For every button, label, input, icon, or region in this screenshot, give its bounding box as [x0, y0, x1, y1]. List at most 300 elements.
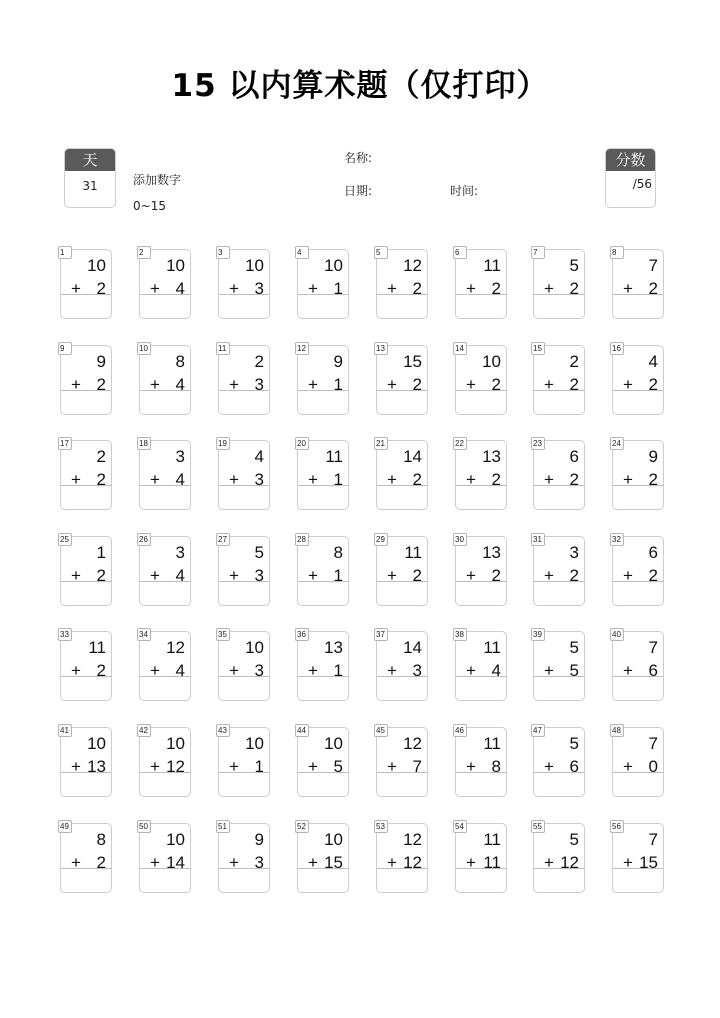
problem-card — [60, 536, 112, 606]
second-operand: 2 — [648, 375, 658, 394]
answer-line — [140, 390, 190, 391]
problem-number: 6 — [453, 246, 467, 259]
first-operand: 1 — [96, 543, 106, 562]
first-operand: 11 — [483, 830, 501, 849]
second-operand: 1 — [333, 661, 343, 680]
second-operand: 1 — [333, 375, 343, 394]
problem-number: 55 — [531, 820, 545, 833]
problem-card — [533, 727, 585, 797]
answer-line — [219, 390, 269, 391]
operator: + — [229, 853, 239, 872]
score-value: /56 — [632, 177, 652, 191]
first-operand: 11 — [88, 638, 106, 657]
second-operand: 2 — [569, 279, 579, 298]
problem-number: 5 — [374, 246, 388, 259]
first-operand: 14 — [403, 447, 422, 466]
problem-card — [612, 440, 664, 510]
second-operand: 12 — [166, 757, 185, 776]
operator: + — [150, 757, 160, 776]
problem-card — [376, 249, 428, 319]
problem-card — [139, 823, 191, 893]
answer-line — [61, 868, 111, 869]
operator: + — [623, 853, 633, 872]
second-operand: 1 — [333, 566, 343, 585]
first-operand: 5 — [569, 638, 579, 657]
operator: + — [71, 853, 81, 872]
answer-line — [456, 294, 506, 295]
second-operand: 4 — [175, 470, 185, 489]
first-operand: 3 — [569, 543, 579, 562]
operator: + — [623, 566, 633, 585]
operator: + — [71, 279, 81, 298]
problem-number: 48 — [610, 724, 624, 737]
answer-line — [61, 676, 111, 677]
second-operand: 0 — [648, 757, 658, 776]
problem-number: 36 — [295, 628, 309, 641]
second-operand: 2 — [412, 566, 422, 585]
first-operand: 9 — [648, 447, 658, 466]
problem-number: 16 — [610, 342, 624, 355]
operator: + — [150, 661, 160, 680]
operator: + — [466, 470, 476, 489]
problem-number: 15 — [531, 342, 545, 355]
problem-card — [533, 631, 585, 701]
operator: + — [466, 853, 476, 872]
answer-line — [219, 868, 269, 869]
operator: + — [387, 566, 397, 585]
first-operand: 10 — [245, 256, 264, 275]
problem-number: 44 — [295, 724, 309, 737]
second-operand: 12 — [403, 853, 422, 872]
page-title: 15 以内算术题（仅打印） — [171, 68, 549, 104]
problem-number: 19 — [216, 437, 230, 450]
first-operand: 12 — [403, 256, 422, 275]
problem-card — [218, 727, 270, 797]
first-operand: 13 — [482, 543, 501, 562]
answer-line — [613, 485, 663, 486]
problem-card — [455, 536, 507, 606]
operator: + — [71, 661, 81, 680]
first-operand: 7 — [648, 830, 658, 849]
problem-number: 11 — [216, 342, 230, 355]
operator: + — [308, 853, 318, 872]
second-operand: 3 — [254, 853, 264, 872]
problem-number: 22 — [453, 437, 467, 450]
second-operand: 3 — [254, 375, 264, 394]
problem-number: 10 — [137, 342, 151, 355]
problem-card — [455, 631, 507, 701]
problem-number: 30 — [453, 533, 467, 546]
problem-card — [376, 536, 428, 606]
problem-card — [533, 823, 585, 893]
answer-line — [456, 390, 506, 391]
answer-line — [61, 485, 111, 486]
second-operand: 2 — [569, 375, 579, 394]
operator: + — [544, 853, 554, 872]
second-operand: 14 — [166, 853, 185, 872]
operator: + — [308, 279, 318, 298]
problem-card — [60, 440, 112, 510]
first-operand: 11 — [404, 543, 422, 562]
first-operand: 2 — [254, 352, 264, 371]
second-operand: 3 — [254, 279, 264, 298]
answer-line — [377, 868, 427, 869]
second-operand: 1 — [254, 757, 264, 776]
operator: + — [466, 661, 476, 680]
problem-number: 24 — [610, 437, 624, 450]
name-field-label: 名称: — [344, 151, 373, 165]
problem-card — [297, 631, 349, 701]
answer-line — [613, 868, 663, 869]
problem-number: 4 — [295, 246, 309, 259]
operator: + — [387, 375, 397, 394]
problem-number: 8 — [610, 246, 624, 259]
second-operand: 1 — [333, 279, 343, 298]
first-operand: 10 — [87, 734, 106, 753]
problem-number: 56 — [610, 820, 624, 833]
first-operand: 5 — [569, 734, 579, 753]
problem-card — [455, 249, 507, 319]
problem-number: 13 — [374, 342, 388, 355]
operator: + — [544, 375, 554, 394]
answer-line — [140, 868, 190, 869]
score-badge — [605, 148, 656, 208]
problem-number: 23 — [531, 437, 545, 450]
answer-line — [377, 772, 427, 773]
operator: + — [229, 375, 239, 394]
problem-card — [455, 823, 507, 893]
second-operand: 2 — [648, 566, 658, 585]
problem-number: 12 — [295, 342, 309, 355]
problem-card — [60, 823, 112, 893]
second-operand: 6 — [648, 661, 658, 680]
problem-number: 29 — [374, 533, 388, 546]
answer-line — [534, 676, 584, 677]
operator: + — [229, 279, 239, 298]
problem-number: 43 — [216, 724, 230, 737]
problem-card — [60, 249, 112, 319]
problem-number: 2 — [137, 246, 151, 259]
answer-line — [377, 294, 427, 295]
operator: + — [387, 757, 397, 776]
problem-number: 14 — [453, 342, 467, 355]
operator: + — [150, 566, 160, 585]
second-operand: 3 — [254, 661, 264, 680]
answer-line — [377, 581, 427, 582]
second-operand: 13 — [87, 757, 106, 776]
answer-line — [140, 485, 190, 486]
answer-line — [298, 868, 348, 869]
second-operand: 2 — [412, 279, 422, 298]
problem-card — [612, 823, 664, 893]
answer-line — [534, 294, 584, 295]
problem-card — [376, 823, 428, 893]
first-operand: 10 — [324, 734, 343, 753]
answer-line — [140, 581, 190, 582]
problem-card — [612, 631, 664, 701]
operator: + — [229, 757, 239, 776]
problem-card — [533, 249, 585, 319]
first-operand: 9 — [96, 352, 106, 371]
second-operand: 2 — [96, 566, 106, 585]
second-operand: 4 — [175, 279, 185, 298]
answer-line — [140, 294, 190, 295]
problem-card — [60, 727, 112, 797]
answer-line — [534, 485, 584, 486]
day-badge — [64, 148, 116, 208]
first-operand: 10 — [324, 256, 343, 275]
problem-number: 25 — [58, 533, 72, 546]
problem-number: 9 — [58, 342, 72, 355]
second-operand: 6 — [569, 757, 579, 776]
first-operand: 10 — [245, 734, 264, 753]
problem-card — [297, 536, 349, 606]
second-operand: 2 — [491, 279, 501, 298]
answer-line — [219, 772, 269, 773]
answer-line — [298, 772, 348, 773]
time-field-label: 时间: — [450, 184, 479, 198]
second-operand: 2 — [96, 470, 106, 489]
second-operand: 2 — [96, 661, 106, 680]
first-operand: 10 — [166, 256, 185, 275]
problem-number: 32 — [610, 533, 624, 546]
answer-line — [456, 485, 506, 486]
problem-card — [218, 536, 270, 606]
first-operand: 6 — [569, 447, 579, 466]
problem-number: 41 — [58, 724, 72, 737]
second-operand: 12 — [560, 853, 579, 872]
problem-number: 34 — [137, 628, 151, 641]
first-operand: 5 — [254, 543, 264, 562]
second-operand: 2 — [648, 279, 658, 298]
operator: + — [308, 757, 318, 776]
operator: + — [387, 470, 397, 489]
operator: + — [229, 566, 239, 585]
problem-number: 20 — [295, 437, 309, 450]
operator: + — [466, 757, 476, 776]
first-operand: 13 — [324, 638, 343, 657]
operator: + — [623, 470, 633, 489]
first-operand: 11 — [483, 256, 501, 275]
operator: + — [387, 279, 397, 298]
problem-card — [612, 345, 664, 415]
problem-number: 50 — [137, 820, 151, 833]
operator: + — [623, 757, 633, 776]
problem-card — [139, 631, 191, 701]
first-operand: 8 — [333, 543, 343, 562]
operator: + — [623, 279, 633, 298]
answer-line — [456, 676, 506, 677]
second-operand: 15 — [639, 853, 658, 872]
problem-number: 46 — [453, 724, 467, 737]
operator: + — [308, 470, 318, 489]
operator: + — [71, 375, 81, 394]
problem-card — [612, 249, 664, 319]
problem-number: 28 — [295, 533, 309, 546]
problem-card — [455, 345, 507, 415]
answer-line — [534, 581, 584, 582]
first-operand: 2 — [569, 352, 579, 371]
answer-line — [377, 676, 427, 677]
operator: + — [544, 279, 554, 298]
second-operand: 4 — [175, 375, 185, 394]
problem-card — [297, 440, 349, 510]
second-operand: 1 — [333, 470, 343, 489]
operator: + — [308, 661, 318, 680]
answer-line — [613, 772, 663, 773]
problem-card — [533, 345, 585, 415]
answer-line — [219, 485, 269, 486]
answer-line — [219, 581, 269, 582]
first-operand: 8 — [175, 352, 185, 371]
operator: + — [623, 375, 633, 394]
second-operand: 2 — [569, 470, 579, 489]
problem-number: 21 — [374, 437, 388, 450]
first-operand: 10 — [324, 830, 343, 849]
second-operand: 5 — [569, 661, 579, 680]
problem-number: 3 — [216, 246, 230, 259]
answer-line — [613, 676, 663, 677]
second-operand: 2 — [96, 375, 106, 394]
first-operand: 10 — [245, 638, 264, 657]
operator: + — [387, 853, 397, 872]
answer-line — [534, 868, 584, 869]
problem-card — [297, 345, 349, 415]
problem-card — [297, 249, 349, 319]
problem-card — [297, 727, 349, 797]
problem-card — [218, 440, 270, 510]
answer-line — [534, 390, 584, 391]
first-operand: 12 — [166, 638, 185, 657]
second-operand: 7 — [412, 757, 422, 776]
problem-card — [533, 536, 585, 606]
operator: + — [466, 566, 476, 585]
problem-card — [139, 249, 191, 319]
problem-number: 51 — [216, 820, 230, 833]
problem-number: 35 — [216, 628, 230, 641]
first-operand: 5 — [569, 830, 579, 849]
problem-number: 40 — [610, 628, 624, 641]
problem-number: 1 — [58, 246, 72, 259]
answer-line — [61, 390, 111, 391]
first-operand: 10 — [87, 256, 106, 275]
operator: + — [150, 279, 160, 298]
first-operand: 9 — [333, 352, 343, 371]
second-operand: 2 — [412, 375, 422, 394]
first-operand: 10 — [166, 734, 185, 753]
problem-number: 42 — [137, 724, 151, 737]
problem-card — [139, 440, 191, 510]
problem-number: 27 — [216, 533, 230, 546]
operator: + — [229, 661, 239, 680]
first-operand: 13 — [482, 447, 501, 466]
second-operand: 2 — [569, 566, 579, 585]
answer-line — [456, 581, 506, 582]
problem-card — [376, 727, 428, 797]
second-operand: 2 — [96, 853, 106, 872]
operator: + — [308, 566, 318, 585]
answer-line — [456, 772, 506, 773]
answer-line — [61, 294, 111, 295]
problem-card — [297, 823, 349, 893]
second-operand: 5 — [333, 757, 343, 776]
first-operand: 5 — [569, 256, 579, 275]
second-operand: 4 — [175, 661, 185, 680]
operator: + — [466, 279, 476, 298]
second-operand: 3 — [254, 566, 264, 585]
problem-number: 38 — [453, 628, 467, 641]
operator: + — [387, 661, 397, 680]
operator: + — [544, 757, 554, 776]
problem-number: 53 — [374, 820, 388, 833]
problem-card — [60, 631, 112, 701]
operator: + — [229, 470, 239, 489]
answer-line — [298, 581, 348, 582]
problem-number: 18 — [137, 437, 151, 450]
problem-number: 45 — [374, 724, 388, 737]
first-operand: 4 — [648, 352, 658, 371]
problem-card — [376, 631, 428, 701]
second-operand: 8 — [491, 757, 501, 776]
answer-line — [140, 676, 190, 677]
answer-line — [613, 294, 663, 295]
problem-card — [139, 727, 191, 797]
problem-card — [612, 536, 664, 606]
problem-card — [218, 345, 270, 415]
second-operand: 2 — [491, 470, 501, 489]
answer-line — [61, 772, 111, 773]
problem-card — [218, 249, 270, 319]
problem-number: 47 — [531, 724, 545, 737]
first-operand: 4 — [254, 447, 264, 466]
first-operand: 6 — [648, 543, 658, 562]
second-operand: 2 — [648, 470, 658, 489]
first-operand: 11 — [325, 447, 343, 466]
answer-line — [456, 868, 506, 869]
problem-number: 49 — [58, 820, 72, 833]
problem-card — [60, 345, 112, 415]
second-operand: 4 — [491, 661, 501, 680]
problem-number: 54 — [453, 820, 467, 833]
second-operand: 11 — [483, 853, 501, 872]
problem-card — [218, 823, 270, 893]
first-operand: 7 — [648, 638, 658, 657]
mode-label: 添加数字 — [133, 173, 182, 187]
operator: + — [466, 375, 476, 394]
first-operand: 9 — [254, 830, 264, 849]
answer-line — [140, 772, 190, 773]
date-field-label: 日期: — [344, 184, 373, 198]
day-label: 天 — [65, 149, 115, 171]
first-operand: 3 — [175, 543, 185, 562]
operator: + — [71, 470, 81, 489]
problem-card — [376, 440, 428, 510]
first-operand: 8 — [96, 830, 106, 849]
answer-line — [219, 294, 269, 295]
problem-number: 52 — [295, 820, 309, 833]
score-label: 分数 — [606, 149, 655, 171]
operator: + — [150, 470, 160, 489]
operator: + — [544, 566, 554, 585]
operator: + — [71, 757, 81, 776]
first-operand: 15 — [403, 352, 422, 371]
first-operand: 10 — [166, 830, 185, 849]
operator: + — [623, 661, 633, 680]
problem-card — [455, 440, 507, 510]
problem-number: 17 — [58, 437, 72, 450]
answer-line — [613, 581, 663, 582]
operator: + — [308, 375, 318, 394]
